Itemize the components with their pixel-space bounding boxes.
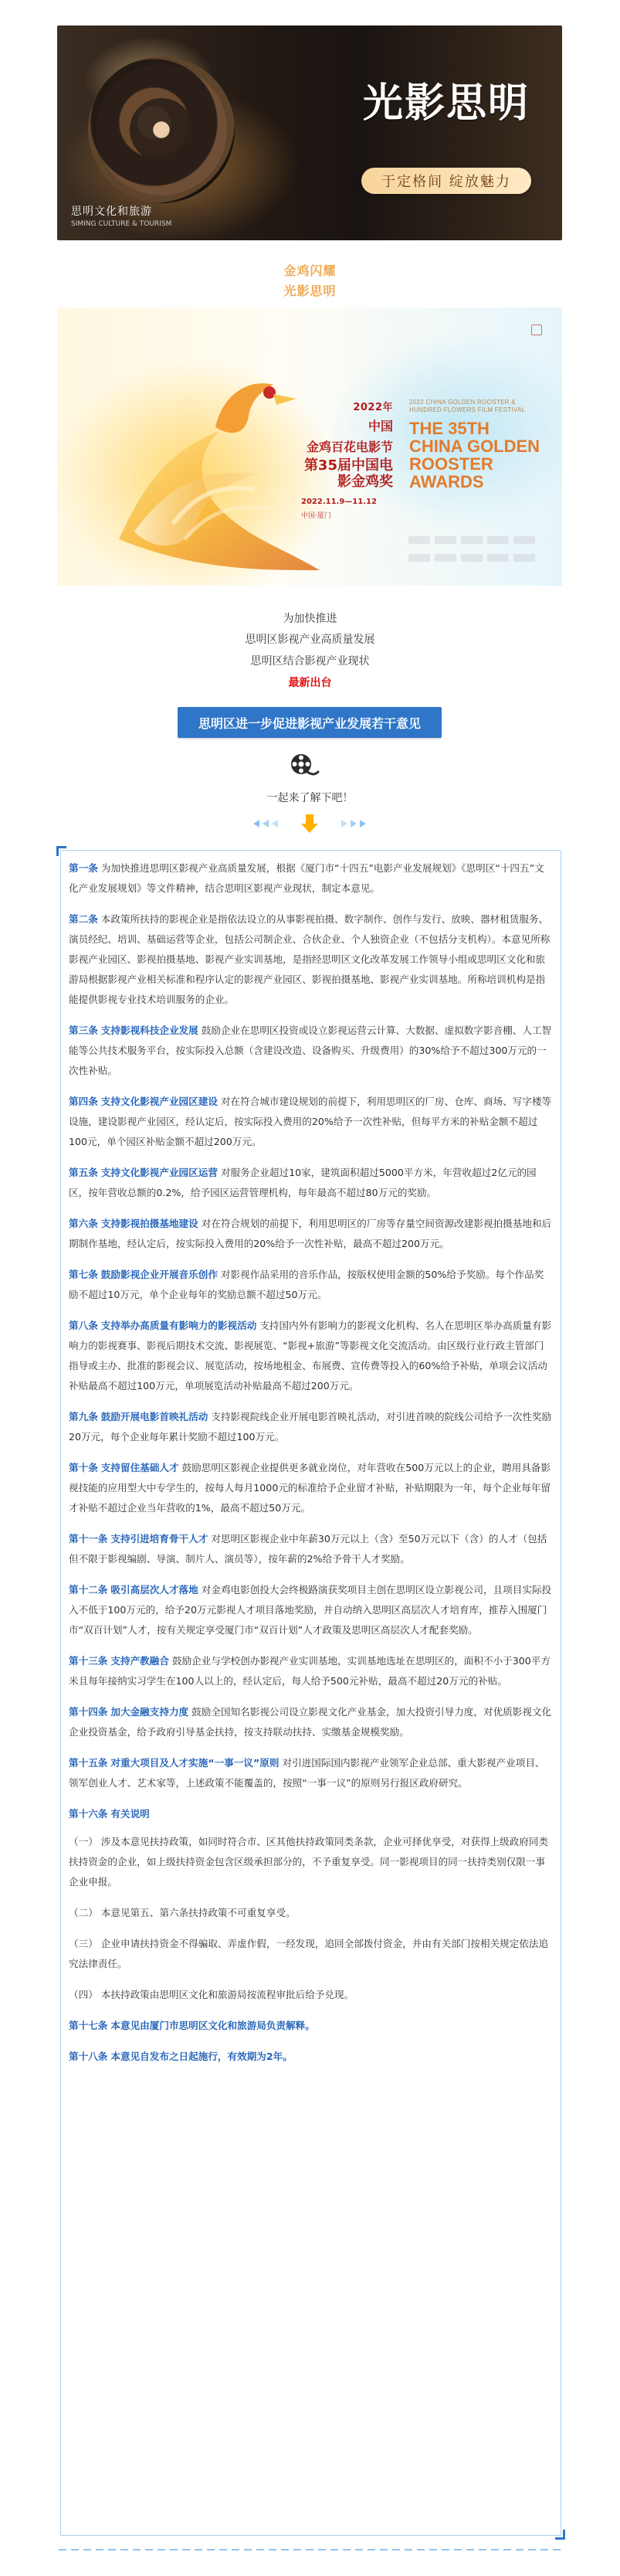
banner-logo-subtext: SIMING CULTURE & TOURISM: [71, 220, 172, 228]
sponsor-logo: [487, 536, 509, 544]
intro-line-2: 思明区影视产业高质量发展: [245, 634, 375, 646]
article-6: [69, 1214, 553, 1254]
article-text: 对服务企业超过10家，建筑面积超过5000平方米，年营收超过2亿元的园区，按年营收总额的0.2%，给予园区运营管理机构，每年最高不超过80万元的奖励。: [69, 1167, 537, 1198]
article-11: [69, 1529, 553, 1569]
film-reel-illustration: [88, 56, 235, 203]
poster-english-big: THE 35TH CHINA GOLDEN ROOSTER AWARDS: [409, 419, 540, 492]
film-reel-icon: [289, 752, 320, 783]
article-title: 第四条: [69, 1096, 98, 1107]
article-15: [69, 1753, 553, 1793]
article-9: [69, 1407, 553, 1447]
article-12: [69, 1580, 553, 1640]
sponsor-logo: [435, 554, 456, 562]
article-text: 鼓励企业在思明区投资或设立影视运营云计算、大数据、虚拟数字影音棚、人工智能等公共技术服务平台，按实际投入总额（含建设改造、设备购买、升级费用）的30%给予不超过300万元的一次性补贴。: [69, 1025, 552, 1076]
article-8: [69, 1316, 553, 1396]
article-text: 为加快推进思明区影视产业高质量发展，根据《厦门市“十四五”电影产业发展规划》《思明区“十四五”文化产业发展规划》等文件精神，结合思明区影视产业现状，制定本意见。: [69, 862, 544, 894]
article-title: 第十六条: [69, 1808, 108, 1820]
golden-rooster-poster: [57, 308, 562, 586]
article-text: 鼓励思明区影视企业提供更多就业岗位，对年营收在500万元以上的企业，聘用具备影视技能的应用型大中专学生的，按每人每月1000元的标准给予企业留才补贴，补贴期限为一年，每个企业每年留才补贴不超过企业当年营收的1%，最高不超过50万元。: [69, 1462, 551, 1514]
article-13: [69, 1651, 553, 1691]
note-title: （一）: [69, 1836, 98, 1847]
article-subtitle: 支持举办高质量有影响力的影视活动: [100, 1320, 257, 1331]
article-subtitle: 吸引高层次人才落地: [110, 1584, 198, 1596]
intro-line-1: 为加快推进: [283, 613, 337, 625]
article-subtitle: 加大金融支持力度: [110, 1706, 189, 1718]
article-subtitle: 鼓励影视企业开展音乐创作: [100, 1269, 218, 1280]
article-18: [69, 2047, 553, 2067]
chevrons-right-icon: [324, 817, 371, 831]
poster-title-line2: 金鸡百花电影节: [306, 440, 393, 454]
note-text: 本扶持政策由思明区文化和旅游局按流程审批后给予兑现。: [100, 1989, 354, 2000]
banner-tagline: 于定格间 绽放魅力: [361, 168, 531, 194]
article-title: 第二条: [69, 913, 98, 925]
article-text: 对在符合规划的前提下，利用思明区的厂房等存量空间资源改建影视拍摄基地和后期制作基地，经认定后，按实际投入费用的20%给予一次性补贴，最高不超过200万元。: [69, 1218, 552, 1249]
poster-title-line3: 第35届中国电影金鸡奖: [303, 457, 393, 490]
gold-label-1: 金鸡闪耀: [283, 263, 337, 278]
poster-english-small: 2022 CHINA GOLDEN ROOSTER & HUNDRED FLOWERS FILM FESTIVAL: [409, 399, 526, 413]
article-7: [69, 1265, 553, 1305]
banner-title: 光影思明: [362, 80, 530, 127]
banner-logo: [71, 203, 171, 228]
poster-corner-mark: [531, 325, 542, 335]
poster-sponsor-logos: [408, 536, 551, 567]
note-title: （四）: [69, 1989, 98, 2000]
article-title: 第一条: [69, 862, 98, 874]
sponsor-logo: [461, 536, 483, 544]
learn-more-text: 一起来了解下吧！: [266, 792, 354, 804]
note-text: 涉及本意见扶持政策，如同时符合市、区其他扶持政策同类条款，企业可择优享受，对获得上级政府同类扶持资金的企业，如上级扶持资金包含区级承担部分的，不予重复享受。同一影视项目的同一扶持类别仅限一事企业申报。: [69, 1836, 549, 1888]
article-title: 第十一条: [69, 1533, 108, 1545]
note-1: [69, 1832, 553, 1892]
article-subtitle: 鼓励开展电影首映礼活动: [100, 1411, 208, 1422]
article-text: 支持影视院线企业开展电影首映礼活动，对引进首映的院线公司给予一次性奖励20万元，每个企业每年累计奖励不超过100万元。: [69, 1411, 552, 1443]
article-title: 第十五条: [69, 1757, 108, 1769]
sponsor-logo: [435, 536, 456, 544]
sponsor-logo: [461, 554, 483, 562]
article-title: 第六条: [69, 1218, 98, 1229]
article-text: 对金鸡电影创投大会终极路演获奖项目主创在思明区设立影视公司，且项目实际投入不低于100万元的，给予20万元影视人才项目落地奖励，并自动纳入思明区高层次人才培育库，推荐入围厦门市“双百计划”人才，按有关规定享受厦门市“双百计划”人才政策及思明区高层次人才配套奖励。: [69, 1584, 552, 1636]
article-2: [69, 909, 553, 1010]
sponsor-logo: [408, 536, 430, 544]
article-subtitle: 支持产教融合: [110, 1655, 169, 1667]
article-title: 第十八条: [69, 2051, 108, 2062]
article-5: [69, 1163, 553, 1203]
article-title: 第七条: [69, 1269, 98, 1280]
sponsor-logo: [513, 536, 535, 544]
article-subtitle: 支持文化影视产业园区建设: [100, 1096, 218, 1107]
note-title: （三）: [69, 1938, 98, 1949]
policy-content: [69, 858, 553, 2527]
bottom-decoration: [59, 2542, 561, 2557]
note-2: [69, 1903, 553, 1923]
sponsor-logo: [408, 554, 430, 562]
article-14: [69, 1702, 553, 1742]
article-text: 本意见由厦门市思明区文化和旅游局负责解释。: [110, 2020, 315, 2031]
article-text: 鼓励企业与学校创办影视产业实训基地，实训基地选址在思明区的，面积不小于300平方米且每年接纳实习学生在100人以上的，经认定后，每人给予500元补贴，最高不超过20万元的补贴。: [69, 1655, 551, 1687]
article-subtitle: 支持文化影视产业园区运营: [100, 1167, 218, 1178]
article-title: 第十七条: [69, 2020, 108, 2031]
note-3: [69, 1934, 553, 1974]
note-text: 本意见第五、第六条扶持政策不可重复享受。: [100, 1907, 296, 1918]
article-3: [69, 1021, 553, 1081]
banner-logo-text: 思明文化和旅游: [71, 206, 152, 218]
article-title: 第五条: [69, 1167, 98, 1178]
article-title: 第十三条: [69, 1655, 108, 1667]
article-subtitle: 支持引进培育骨干人才: [110, 1533, 208, 1545]
note-4: [69, 1985, 553, 2005]
article-4: [69, 1092, 553, 1152]
article-text: 对引进国际国内影视产业领军企业总部、重大影视产业项目、领军创业人才、艺术家等，上述政策不能覆盖的，按照“一事一议”的原则另行报区政府研究。: [69, 1757, 545, 1789]
gold-label-2: 光影思明: [283, 284, 337, 298]
article-title: 第八条: [69, 1320, 98, 1331]
article-1: [69, 858, 553, 899]
article-subtitle: 支持影视科技企业发展: [100, 1025, 198, 1036]
article-title: 第十四条: [69, 1706, 108, 1718]
policy-title-button[interactable]: 思明区进一步促进影视产业发展若干意见: [178, 707, 442, 738]
chevrons-left-icon: [249, 817, 295, 831]
article-subtitle: 有关说明: [110, 1808, 150, 1820]
intro-line-3: 思明区结合影视产业现状: [250, 655, 370, 668]
article-text: 对影视作品采用的音乐作品，按版权使用金额的50%给予奖励。每个作品奖励不超过10万元，单个企业每年的奖励总额不超过50万元。: [69, 1269, 544, 1300]
article-subtitle: 对重大项目及人才实施“一事一议”原则: [110, 1757, 280, 1769]
sponsor-logo: [513, 554, 535, 562]
article-subtitle: 支持影视拍摄基地建设: [100, 1218, 198, 1229]
intro-line-4: 最新出台: [288, 677, 332, 689]
article-text: 鼓励全国知名影视公司设立影视文化产业基金，加大投资引导力度，对优质影视文化企业投资基金，给予政府引导基金扶持，按支持联动扶持、实缴基金规模奖励。: [69, 1706, 552, 1738]
article-title: 第十条: [69, 1462, 98, 1473]
policy-content-box: [60, 850, 561, 2536]
header-banner: [57, 25, 562, 240]
note-title: （二）: [69, 1907, 98, 1918]
article-10: [69, 1458, 553, 1518]
article-text: 本政策所扶持的影视企业是指依法设立的从事影视拍摄、数字制作、创作与发行、放映、器材租赁服务、演员经纪、培训、基础运营等企业，包括公司制企业、合伙企业、个人独资企业（不包括分支机构）。本意见所称影视产业园区、影视拍摄基地、影视产业实训基地，是指经思明区文化改革发展工作领导小组或思明区文化和旅游局根据影视产业相关标准和程序认定的影视产业园区、影视拍摄基地、影视产业实训基地。所称培训机构是指能提供影视专业技术培训服务的企业。: [69, 913, 551, 1005]
article-text: 支持国内外有影响力的影视文化机构、名人在思明区举办高质量有影响力的影视赛事、影视后期技术交流、影视展览、“影视+旅游”等影视文化交流活动。由区级行业行政主管部门指导或主办、批准的影视会议、展览活动，按场地租金、布展费、宣传费等投入的60%给予补贴，单项会议活动补贴最高不超过100万元，单项展览活动补贴最高不超过200万元。: [69, 1320, 552, 1392]
article-text: 本意见自发布之日起施行，有效期为2年。: [110, 2051, 293, 2062]
article-title: 第三条: [69, 1025, 98, 1036]
sponsor-logo: [487, 554, 509, 562]
poster-city: 中国·厦门: [301, 512, 331, 520]
arrow-down-icon: [298, 812, 321, 835]
note-text: 企业申请扶持资金不得骗取、弄虚作假，一经发现，追回全部拨付资金，并由有关部门按相关规定依法追究法律责任。: [69, 1938, 549, 1969]
article-17: [69, 2016, 553, 2036]
poster-year: 2022年: [353, 402, 393, 413]
bottom-dashed-line: [59, 2549, 561, 2551]
poster-english: [409, 399, 540, 491]
article-16: [69, 1804, 553, 1824]
poster-date: 2022.11.9—11.12: [301, 498, 377, 506]
article-text: 对思明区影视企业中年薪30万元以上（含）至50万元以下（含）的人才（包括但不限于影视编剧、导演、制片人、演员等），按年薪的2%给予骨干人才奖励。: [69, 1533, 547, 1565]
article-title: 第十二条: [69, 1584, 108, 1596]
article-subtitle: 支持留住基础人才: [100, 1462, 179, 1473]
article-text: 对在符合城市建设规划的前提下，利用思明区的厂房、仓库、商场、写字楼等设施，建设影视产业园区，经认定后，按实际投入费用的20%给予一次性补贴，但每平方米的补贴金额不超过100元，单个园区补贴金额不超过200万元。: [69, 1096, 552, 1147]
poster-title: [300, 399, 393, 490]
poster-title-line1: 中国: [368, 419, 393, 433]
article-title: 第九条: [69, 1411, 98, 1422]
